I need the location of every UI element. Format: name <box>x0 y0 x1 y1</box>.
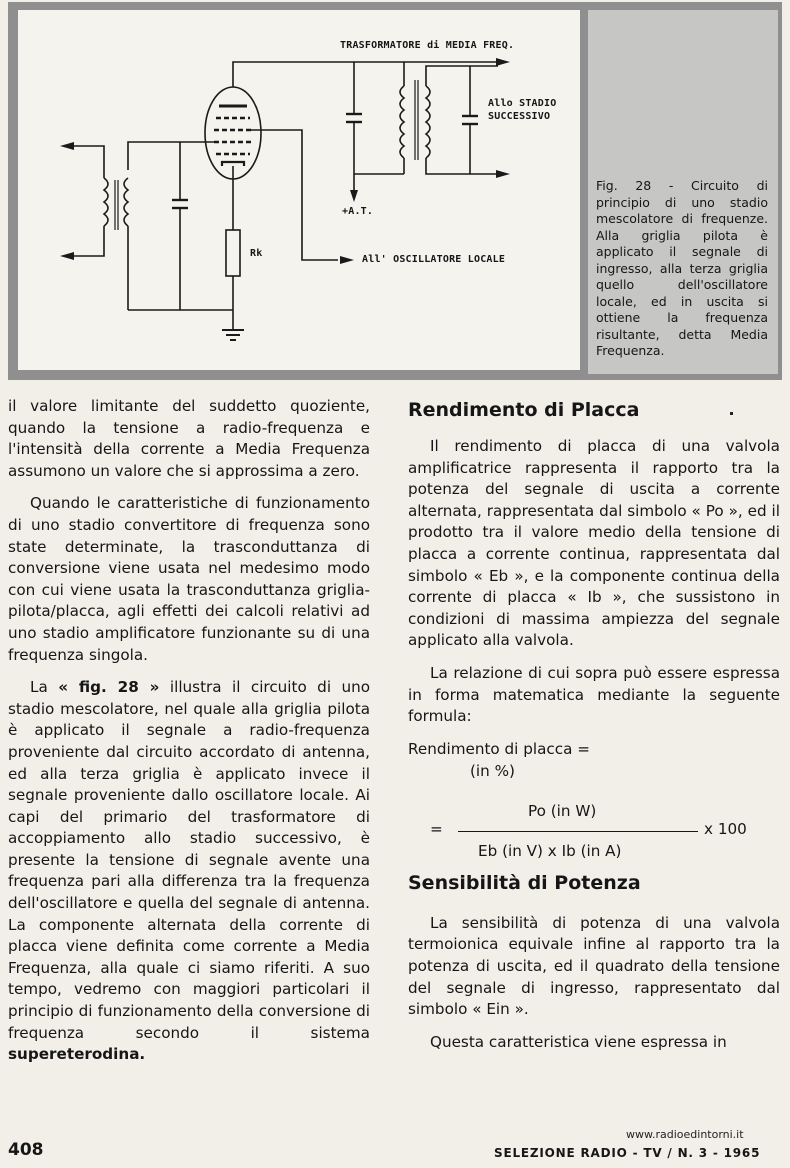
rk-label: Rk <box>250 248 263 259</box>
section-heading-power-sensitivity: Sensibilità di Potenza <box>408 871 641 894</box>
oscillator-label: All' OSCILLATORE LOCALE <box>362 254 506 265</box>
watermark: www.radioedintorni.it <box>626 1128 744 1141</box>
vacuum-tube <box>205 87 261 179</box>
left-paragraph-3 <box>8 677 370 1066</box>
formula-factor: x 100 <box>704 819 747 838</box>
figure-caption: Fig. 28 - Circuito di principio di uno stadio mescolatore di frequenze. Alla griglia pilota è applicato il segnale di ingresso, alla terza griglia quello dell'oscillatore locale, ed in uscita si ottiene la frequenza risultante, detta Media Frequenza. <box>596 178 768 358</box>
p3-start: La <box>30 678 59 697</box>
formula-denominator: Eb (in V) x Ib (in A) <box>478 841 622 860</box>
circuit-schematic <box>18 10 580 370</box>
right-paragraph-4: Questa caratteristica viene espressa in <box>430 1032 727 1051</box>
formula-unit: (in %) <box>470 761 515 780</box>
fraction-bar <box>458 831 698 832</box>
left-column <box>8 396 370 1077</box>
efficiency-formula <box>408 739 780 869</box>
next-stage-label-2: SUCCESSIVO <box>488 111 551 122</box>
left-paragraph-2: Quando le caratteristiche di funzionamento di uno stadio convertitore di frequenza sono state determinate, la trasconduttanza di conversione viene usata nel medesimo modo con cui viene usata la trasconduttanza griglia-pilota/placca, agli effetti dei calcoli relativi ad uno stadio amplificatore funzionante su di una frequenza singola. <box>8 494 370 664</box>
page-number: 408 <box>8 1140 44 1160</box>
left-paragraph-1: il valore limitante del suddetto quoziente, quando la tensione a radio-frequenza e l'intensità della corrente a Media Frequenza assumono un valore che si approssima a zero. <box>8 397 370 480</box>
next-stage-label: Allo STADIO <box>488 98 557 109</box>
right-paragraph-2: La relazione di cui sopra può essere espressa in forma matematica mediante la seguente formula: <box>408 663 780 726</box>
figure-reference: « fig. 28 » <box>58 678 160 697</box>
formula-equals: = <box>430 819 443 838</box>
transformer-label: TRASFORMATORE di MEDIA FREQ. <box>340 40 515 51</box>
p3-body: illustra il circuito di uno stadio mescolatore, nel quale alla griglia pilota è applicato il segnale a radio-frequenza proveniente dal circuito accordato di antenna, ed alla terza griglia è applicato invece il segnale proveniente dallo oscillatore locale. Ai capi del primario del trasformatore di accoppiamento allo stadio successivo, è presente la tensione di segnale avente una frequenza pari alla differenza tra la frequenza dell'oscillatore e quella del segnale di antenna. La componente alternata della corrente di placca viene definita come corrente a Media Frequenza, alla quale ci siamo riferiti. A suo tempo, vedremo con maggiori particolari il principio di funzionamento della conversione di frequenza secondo il sistema <box>8 678 370 1042</box>
p3-bold-term: supereterodina. <box>8 1045 146 1064</box>
magazine-footer: SELEZIONE RADIO - TV / N. 3 - 1965 <box>494 1146 761 1160</box>
caption-box <box>588 10 778 374</box>
right-paragraph-1: Il rendimento di placca di una valvola amplificatrice rappresenta il rapporto tra la potenza del segnale di uscita a corrente alternata, rappresentata dal simbolo « Po », ed il prodotto tra il valore medio della tensione di placca a corrente continua, rappresentata dal simbolo « Eb », e la componente continua della corrente di placca « Ib », che sussistono in condizioni di massima ampiezza del segnale applicato alla valvola. <box>408 437 780 650</box>
formula-numerator: Po (in W) <box>528 801 597 820</box>
right-column <box>408 396 780 1064</box>
right-paragraph-3: La sensibilità di potenza di una valvola termoionica equivale infine al rapporto tra la potenza di uscita, ed il quadrato della tensione del segnale di ingresso, rappresentato dal simbolo « Ein ». <box>408 913 780 1019</box>
formula-lhs: Rendimento di placca = <box>408 739 590 758</box>
section-heading-plate-efficiency: Rendimento di Placca <box>408 399 640 421</box>
ht-label: +A.T. <box>342 206 374 217</box>
schematic-drawing <box>18 10 580 370</box>
print-speck <box>730 412 733 415</box>
